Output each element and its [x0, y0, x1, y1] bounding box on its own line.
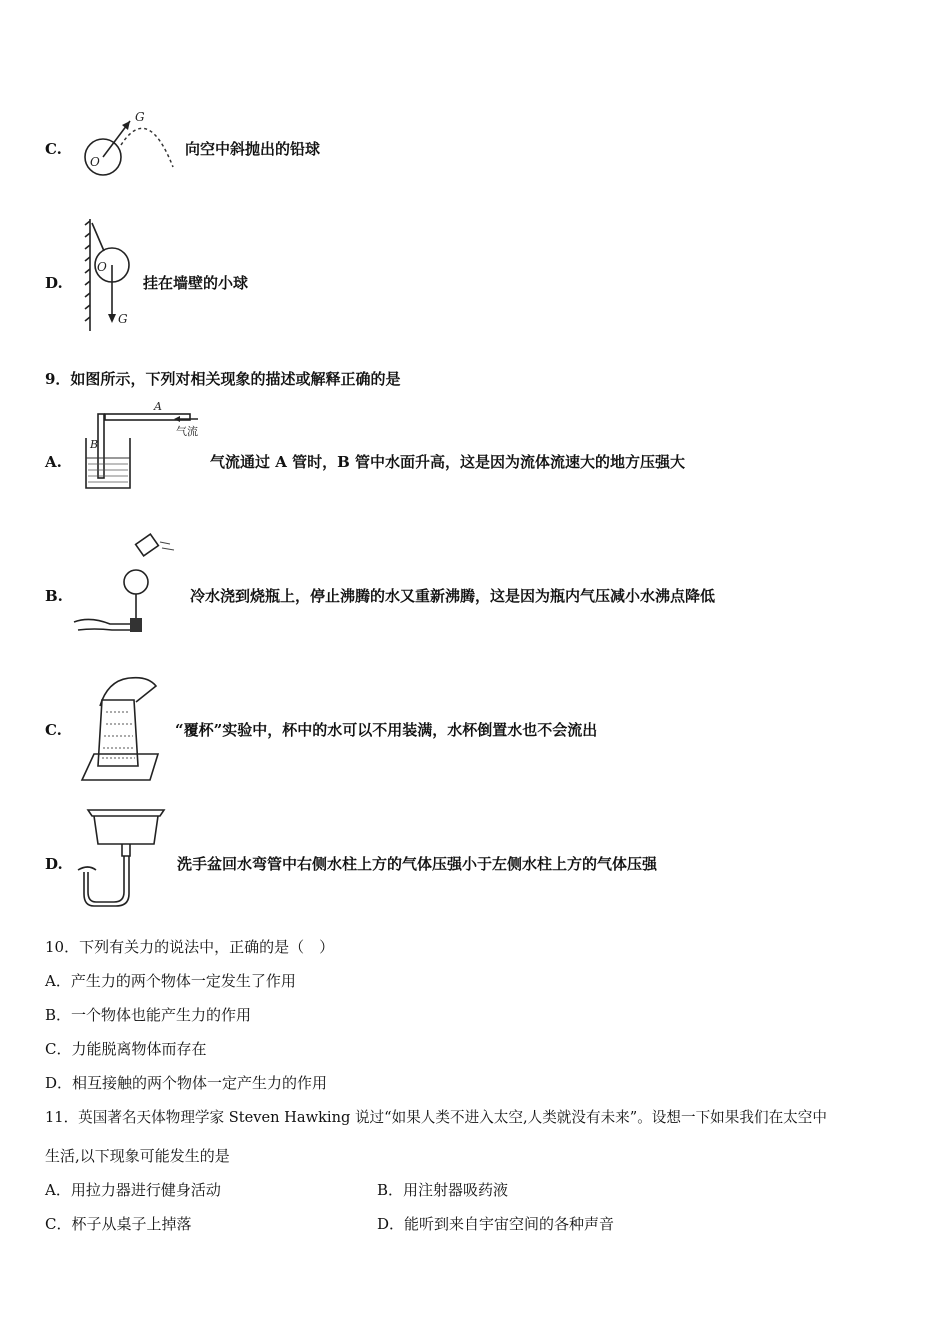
q11-stem-line1: 11．英国著名天体物理学家 Steven Hawking 说过“如果人类不进入太空,人类就没有未来”。设想一下如果我们在太空中 — [45, 1109, 827, 1126]
q9-a-airflow-tube-figure — [80, 398, 215, 493]
water-dots — [102, 712, 135, 758]
q9-a-a-label: A — [154, 400, 162, 413]
q9-b-text: 冷水浇到烧瓶上，停止沸腾的水又重新沸腾，这是因为瓶内气压减小水沸点降低 — [190, 587, 716, 605]
q9-d-label: D. — [45, 855, 63, 873]
q11-option-a: A．用拉力器进行健身活动 — [45, 1181, 221, 1199]
airflow-arrow-head — [174, 416, 180, 422]
flask-stopper — [130, 618, 142, 632]
q8-c-o-label: O — [90, 155, 100, 169]
hand-outline — [74, 619, 130, 630]
trap-outlet — [78, 867, 96, 870]
q11-option-d: D．能听到来自宇宙空间的各种声音 — [377, 1215, 615, 1233]
q9-c-label: C. — [45, 721, 62, 739]
q11-stem-line2: 生活,以下现象可能发生的是 — [45, 1147, 230, 1165]
trap-outer — [88, 856, 124, 902]
flask-bulb — [124, 570, 148, 594]
basin-rim — [88, 810, 164, 816]
q9-d-sink-trap-figure — [84, 808, 169, 908]
force-arrow-head — [122, 121, 130, 130]
water-splash — [160, 542, 174, 550]
q9-d-text: 洗手盆回水弯管中右侧水柱上方的气体压强小于左侧水柱上方的气体压强 — [177, 855, 658, 873]
q9-b-label: B. — [45, 587, 63, 605]
q8-c-label: C. — [45, 140, 62, 158]
drain — [122, 844, 130, 856]
q8-c-g-label: G — [135, 110, 145, 124]
q8-d-g-label: G — [118, 312, 128, 326]
tube-b — [98, 414, 104, 478]
q8-d-text: 挂在墙壁的小球 — [143, 274, 249, 292]
q9-a-label: A. — [45, 453, 62, 471]
q10-option-c: C．力能脱离物体而存在 — [45, 1040, 207, 1058]
q8-c-text: 向空中斜抛出的铅球 — [185, 140, 321, 158]
q9-a-airflow-label: 气流 — [176, 425, 198, 438]
q8-c-shot-put-figure — [78, 105, 188, 185]
basin-body — [94, 816, 158, 844]
q8-d-wall-ball-figure — [82, 215, 152, 335]
trajectory-dashed — [121, 128, 173, 167]
q9-b-flask-figure — [70, 530, 195, 640]
q9-a-b-label: B — [90, 438, 99, 451]
q10-stem: 10．下列有关力的说法中，正确的是（ ） — [45, 938, 335, 956]
q9-c-cup-figure — [78, 672, 168, 782]
q9-stem: 9．如图所示，下列对相关现象的描述或解释正确的是 — [45, 370, 401, 388]
q11-option-b: B．用注射器吸药液 — [377, 1181, 509, 1199]
q8-d-label: D. — [45, 274, 63, 292]
q9-c-text: “覆杯”实验中，杯中的水可以不用装满，水杯倒置水也不会流出 — [175, 721, 598, 739]
pouring-cup — [136, 534, 159, 556]
inverted-cup — [98, 700, 138, 766]
water-lines — [88, 464, 128, 482]
string-line — [92, 223, 104, 251]
q10-option-b: B．一个物体也能产生力的作用 — [45, 1006, 252, 1024]
hand-outline — [100, 678, 156, 706]
q10-option-d: D．相互接触的两个物体一定产生力的作用 — [45, 1074, 328, 1092]
q8-d-o-label: O — [97, 260, 107, 274]
q9-a-text: 气流通过 A 管时，B 管中水面升高，这是因为流体流速大的地方压强大 — [210, 453, 685, 471]
q10-option-a: A．产生力的两个物体一定发生了作用 — [45, 972, 296, 990]
gravity-arrow-head — [108, 314, 116, 323]
q11-option-c: C．杯子从桌子上掉落 — [45, 1215, 192, 1233]
